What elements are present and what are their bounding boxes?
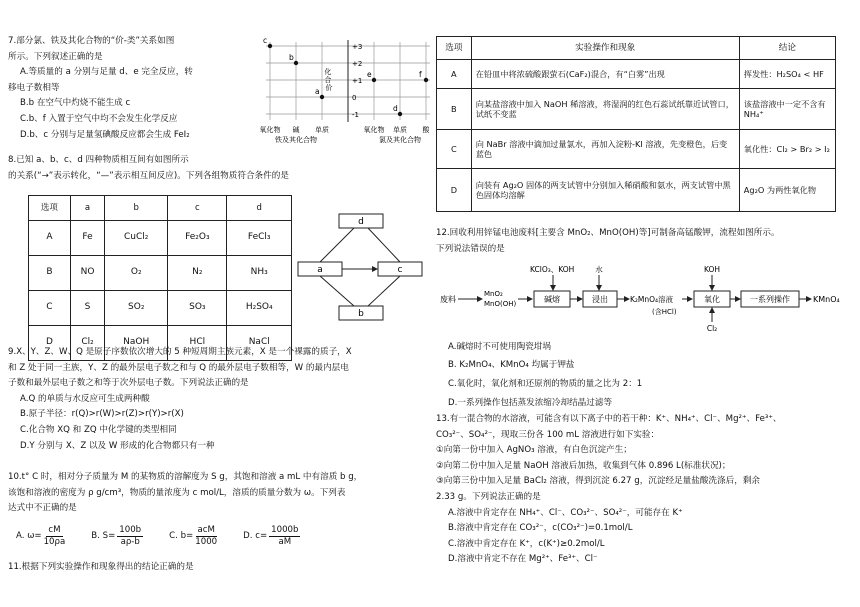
- table-cell: Cl₂: [70, 326, 104, 361]
- x-category-label: 单质: [315, 126, 329, 134]
- question-12: [436, 226, 860, 257]
- q7-option-a-cont: 移电子数相等: [8, 82, 60, 93]
- table-cell: NaOH: [105, 326, 168, 361]
- edge-a-d: [320, 228, 354, 262]
- flow-mid-note: (含HCl): [652, 308, 677, 316]
- x-group-label: 铁及其化合物: [275, 136, 317, 144]
- flow-box-3-label: 氧化: [704, 295, 720, 304]
- y-tick-label: +1: [352, 77, 363, 85]
- q9-line: 和 Z 处于同一主族，Y、Z 的最外层电子数之和与 Q 的最外层电子数相等，W 的最内层电: [8, 362, 349, 373]
- column-header: a: [70, 196, 104, 221]
- table-cell: 向 NaBr 溶液中滴加过量氯水，再加入淀粉-KI 溶液，先变橙色，后变蓝色: [471, 130, 739, 169]
- table-cell: B: [29, 256, 71, 291]
- table-cell: 挥发性：H₂SO₄ < HF: [739, 60, 835, 89]
- flow-reagent-1: KClO₃、KOH: [530, 265, 575, 274]
- x-category-label: 氧化物: [363, 126, 385, 134]
- table-cell: Ag₂O 为两性氧化物: [739, 169, 835, 212]
- q13-line: 2.33 g。下列说法正确的是: [436, 491, 541, 502]
- q13-line: ③向第三份中加入足量 BaCl₂ 溶液，得到沉淀 6.27 g，沉淀经足量盐酸洗涤后，剩余: [436, 476, 761, 487]
- table-cell: A: [437, 60, 472, 89]
- q10-option: [169, 525, 217, 547]
- table-cell: A: [29, 221, 71, 256]
- column-header: 选项: [29, 196, 71, 221]
- numerator: 100b: [119, 524, 142, 535]
- option-prefix: D. c=: [243, 530, 268, 541]
- chart-ylabel: [324, 67, 333, 92]
- q7-option-d: D.b、c 分别与足量氢碘酸反应都会生成 FeI₂: [20, 129, 190, 140]
- table-cell: C: [29, 291, 71, 326]
- q10-line: 10.t° C 时，相对分子质量为 M 的某物质的溶解度为 S g，其饱和溶液 a mL 中有溶质 b g，: [8, 472, 363, 482]
- column-header: d: [227, 196, 292, 221]
- table-row: [437, 60, 836, 89]
- table-cell: C: [437, 130, 472, 169]
- table-header-row: [29, 196, 292, 221]
- data-point-f: [424, 78, 428, 82]
- numerator: cM: [48, 524, 61, 535]
- q11-line: 11.根据下列实验操作和现象得出的结论正确的是: [8, 562, 194, 572]
- q13-option-c: C.溶液中肯定存在 K⁺，c(K⁺)≥0.2mol/L: [448, 538, 605, 549]
- q10-options: [16, 520, 426, 552]
- fraction: [44, 525, 66, 547]
- data-point-d: [398, 112, 402, 116]
- q10-line: 达式中不正确的是: [8, 503, 77, 514]
- flow-inputs: MnO₂: [484, 290, 503, 298]
- q13-line: ②向第二份中加入足量 NaOH 溶液后加热，收集到气体 0.896 L(标准状况)；: [436, 460, 731, 471]
- q10-option: [243, 525, 300, 547]
- flow-end: KMnO₄: [813, 295, 840, 304]
- option-prefix: A. ω=: [16, 530, 42, 541]
- fraction: [195, 525, 217, 547]
- table-cell: O₂: [105, 256, 168, 291]
- node-b: b: [358, 309, 364, 319]
- q9-line: 9.X、Y、Z、W、Q 是原子序数依次增大的 5 种短周期主族元素，X 是一个裸露的质子，X: [8, 347, 352, 357]
- data-point-b: [294, 61, 298, 65]
- question-9: [8, 345, 430, 454]
- flow-inputs: MnO(OH): [484, 300, 517, 308]
- table-row: [29, 221, 292, 256]
- table-cell: 向某盐溶液中加入 NaOH 稀溶液，将湿润的红色石蕊试纸靠近试管口，试纸不变蓝: [471, 89, 739, 130]
- q8-line: 的关系(“→”表示转化，“—”表示相互间反应)。下列各组物质符合条件的是: [8, 170, 289, 181]
- table-cell: SO₂: [105, 291, 168, 326]
- numerator: 1000b: [271, 524, 299, 535]
- flow-box-4-label: 一系列操作: [750, 295, 790, 304]
- q9-option-a: A.Q 的单质与水反应可生成两种酸: [20, 393, 150, 404]
- data-point-e: [372, 78, 376, 82]
- table-cell: NH₃: [227, 256, 292, 291]
- x-group-label: 氯及其化合物: [379, 136, 421, 144]
- q13-option-b: B.溶液中肯定存在 CO₃²⁻，c(CO₃²⁻)=0.1mol/L: [448, 523, 633, 534]
- node-c: c: [397, 265, 403, 275]
- column-header: 选项: [437, 37, 472, 60]
- q13-line: CO₃²⁻、SO₄²⁻，现取三份各 100 mL 溶液进行如下实验：: [436, 429, 660, 440]
- denominator: 10ρa: [43, 536, 66, 547]
- table-row: [29, 291, 292, 326]
- table-cell: 氧化性：Cl₂ > Br₂ > I₂: [739, 130, 835, 169]
- q11-experiment-table: [436, 36, 836, 212]
- q7-option-a: A.等质量的 a 分别与足量 d、e 完全反应，转: [20, 67, 193, 78]
- table-header-row: [437, 37, 836, 60]
- flow-box-2-label: 浸出: [592, 295, 608, 304]
- flow-mid: K₂MnO₄溶液: [630, 295, 674, 304]
- q13-line: ①向第一份中加入 AgNO₃ 溶液，有白色沉淀产生；: [436, 445, 632, 456]
- q12-option-c: C.氧化时，氧化剂和还原剂的物质的量之比为 2：1: [448, 378, 643, 389]
- q7-line: 7.部分氯、铁及其化合物的“价-类”关系如图: [8, 36, 175, 46]
- table-cell: HCl: [168, 326, 227, 361]
- table-cell: SO₃: [168, 291, 227, 326]
- table-cell: NO: [70, 256, 104, 291]
- flow-reagent-3: KOH: [703, 265, 721, 274]
- table-cell: S: [70, 291, 104, 326]
- x-category-label: 碱: [292, 126, 300, 134]
- point-label: b: [289, 53, 294, 62]
- flow-box-1-label: 碱熔: [544, 295, 560, 304]
- table-cell: NaCl: [227, 326, 292, 361]
- data-point-c: [268, 44, 272, 48]
- q7-option-b: B.b 在空气中灼烧不能生成 c: [20, 98, 131, 109]
- q8-line: 8.已知 a、b、c、d 四种物质相互间有如图所示: [8, 155, 189, 165]
- question-10: [8, 470, 430, 517]
- q12-option-a: A.碱熔时不可使用陶瓷坩埚: [448, 342, 551, 352]
- y-tick-label: -1: [352, 111, 359, 119]
- table-cell: 向装有 Ag₂O 固体的两支试管中分别加入稀硝酸和氨水，两支试管中黑色固体均溶解: [471, 169, 739, 212]
- table-cell: D: [437, 169, 472, 212]
- q12-line: 下列说法错误的是: [436, 243, 505, 254]
- q10-option: [16, 525, 65, 547]
- table-row: [437, 130, 836, 169]
- table-row: [29, 256, 292, 291]
- conversion-diagram: [294, 210, 424, 322]
- q8-options-table: [28, 195, 292, 361]
- y-tick-label: 0: [352, 94, 357, 102]
- q10-line: 该饱和溶液的密度为 ρ g/cm³，物质的量浓度为 c mol/L，溶质的质量分数为 ω。下列表: [8, 487, 346, 498]
- table-row: [437, 169, 836, 212]
- q12-line: 12.回收利用锌锰电池废料[主要含 MnO₂、MnO(OH)等]可制备高锰酸钾，流程如图所示。: [436, 228, 780, 238]
- q13-option-d: D.溶液中肯定不存在 Mg²⁺、Fe³⁺、Cl⁻: [448, 554, 598, 565]
- flow-reagent-4: Cl₂: [706, 324, 718, 333]
- q12-options: [436, 340, 860, 413]
- q7-line: 所示。下列叙述正确的是: [8, 51, 103, 62]
- node-d: d: [358, 217, 364, 227]
- table-cell: 在铅皿中将浓硫酸跟萤石(CaF₂)混合，有“白雾”出现: [471, 60, 739, 89]
- table-row: [437, 89, 836, 130]
- point-label: a: [315, 87, 320, 96]
- table-cell: Fe: [70, 221, 104, 256]
- ylabel-char: 合: [324, 76, 332, 84]
- q9-option-b: B.原子半径：r(Q)>r(W)>r(Z)>r(Y)>r(X): [20, 409, 184, 420]
- fraction: [269, 525, 300, 547]
- column-header: 实验操作和现象: [471, 37, 739, 60]
- table-cell: CuCl₂: [105, 221, 168, 256]
- ylabel-char: 价: [325, 84, 333, 92]
- table-cell: FeCl₃: [227, 221, 292, 256]
- x-category-label: 单质: [393, 126, 407, 134]
- point-label: d: [393, 104, 398, 113]
- table-body: [437, 60, 836, 212]
- point-label: f: [419, 70, 422, 79]
- denominator: aρ-b: [120, 536, 140, 547]
- table-cell: 该盐溶液中一定不含有 NH₄⁺: [739, 89, 835, 130]
- q10-option: [91, 525, 143, 547]
- edge-b-c: [368, 276, 400, 306]
- table-body: [29, 221, 292, 361]
- option-prefix: B. S=: [91, 530, 116, 541]
- y-tick-label: +3: [352, 43, 363, 51]
- q12-process-flow: [436, 262, 860, 334]
- table-cell: D: [29, 326, 71, 361]
- denominator: aM: [278, 536, 292, 547]
- edge-d-c: [368, 228, 400, 262]
- table-cell: N₂: [168, 256, 227, 291]
- q9-option-d: D.Y 分别与 X、Z 以及 W 形成的化合物都只有一种: [20, 440, 215, 451]
- option-prefix: C. b=: [169, 530, 194, 541]
- q10-option-list: [16, 525, 300, 547]
- question-11-intro: [8, 560, 428, 576]
- flow-start: 废料: [440, 295, 456, 304]
- q13-option-a: A.溶液中肯定存在 NH₄⁺、Cl⁻、CO₃²⁻、SO₄²⁻，可能存在 K⁺: [448, 507, 683, 518]
- column-header: 结论: [739, 37, 835, 60]
- point-label: c: [263, 38, 268, 45]
- q12-option-d: D.一系列操作包括蒸发浓缩冷却结晶过滤等: [448, 397, 613, 408]
- table-cell: H₂SO₄: [227, 291, 292, 326]
- q7-option-c: C.b、f 入置于空气中均不会发生化学反应: [20, 113, 178, 124]
- edge-a-b: [320, 276, 354, 306]
- flow-reagent-2: 水: [595, 265, 603, 274]
- x-category-label: 氧化物: [260, 126, 281, 134]
- q13-line: 13.有一混合物的水溶液，可能含有以下离子中的若干种：K⁺、NH₄⁺、Cl⁻、Mg²⁺、Fe³⁺、: [436, 414, 782, 424]
- column-header: b: [105, 196, 168, 221]
- denominator: 1000: [195, 536, 218, 547]
- column-header: c: [168, 196, 227, 221]
- q12-option-b: B. K₂MnO₄、KMnO₄ 均属于钾盐: [448, 359, 575, 370]
- question-8: [8, 153, 428, 184]
- q9-line: 子数和最外层电子数之和等于次外层电子数。下列说法正确的是: [8, 378, 249, 389]
- y-tick-label: +2: [352, 60, 363, 68]
- x-category-label: 酸: [422, 126, 430, 134]
- table-cell: B: [437, 89, 472, 130]
- node-a: a: [317, 265, 323, 275]
- ylabel-char: 化: [324, 68, 332, 76]
- chart-marks: [260, 38, 430, 144]
- question-7: [8, 34, 258, 143]
- q9-option-c: C.化合物 XQ 和 ZQ 中化学键的类型相同: [20, 424, 177, 435]
- data-point-a: [320, 95, 324, 99]
- valence-class-chart: [260, 38, 430, 170]
- question-13: [436, 412, 860, 568]
- table-cell: Fe₂O₃: [168, 221, 227, 256]
- fraction: [117, 525, 143, 547]
- numerator: acM: [197, 524, 215, 535]
- point-label: e: [367, 70, 372, 79]
